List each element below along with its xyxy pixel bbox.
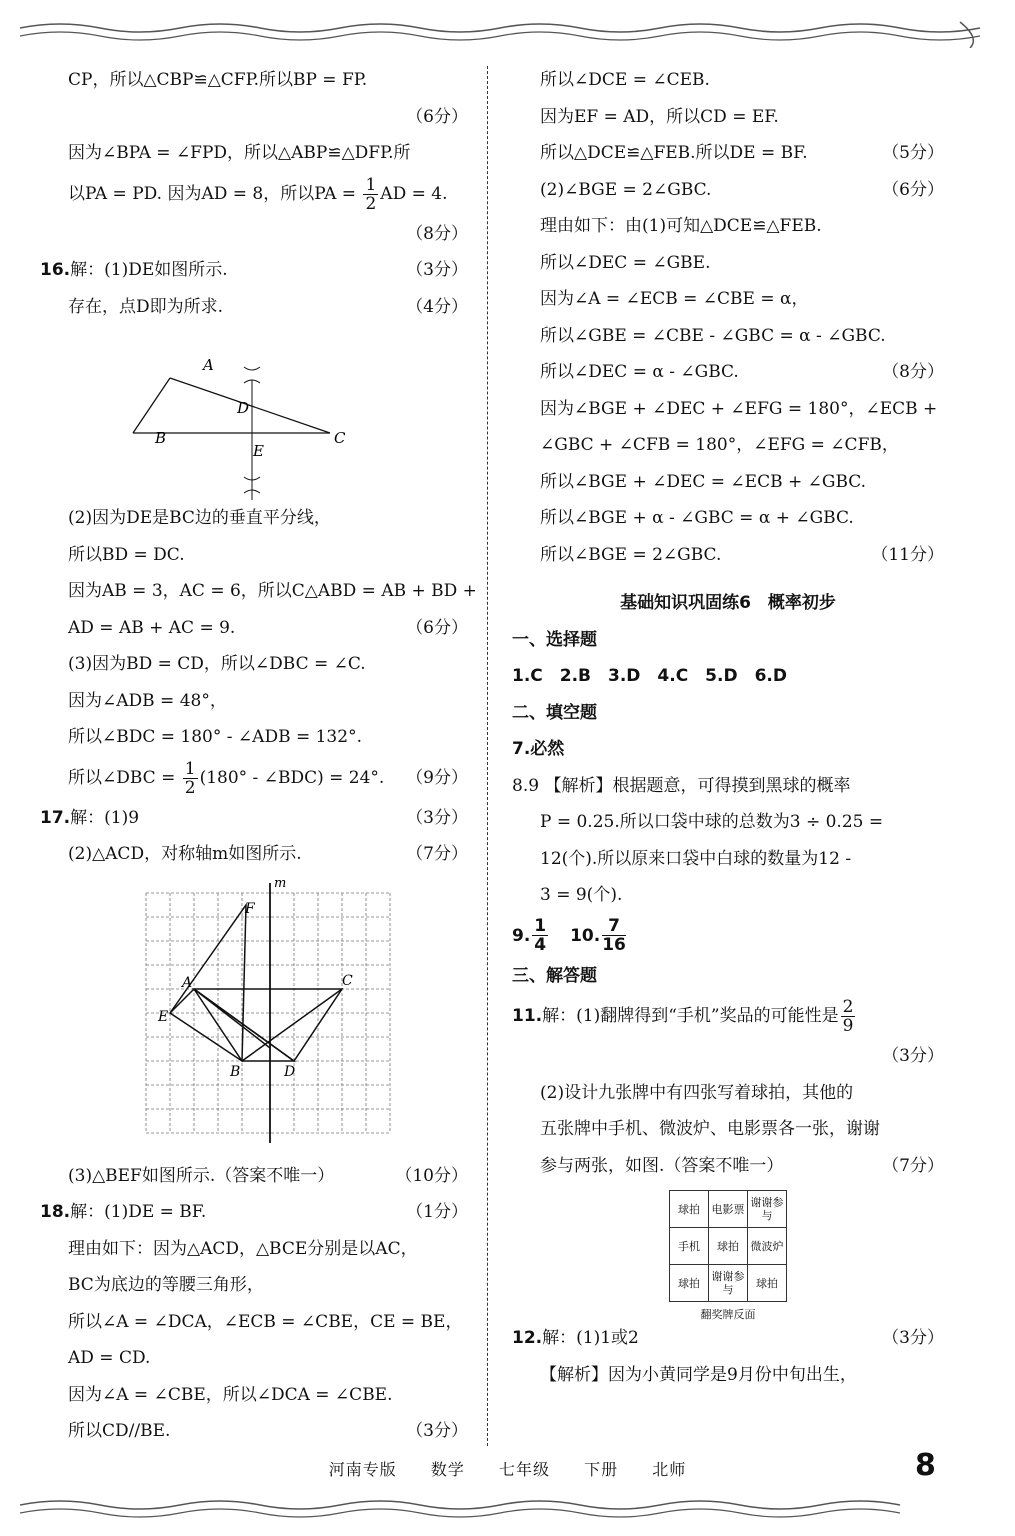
line-text: 解：(1)DE = BF. xyxy=(70,1202,207,1222)
line-text: (2)因为DE是BC边的垂直平分线， xyxy=(68,508,331,528)
triangle-diagram xyxy=(40,325,468,500)
question-number: 17. xyxy=(40,807,71,828)
label-a: A xyxy=(182,974,193,991)
bottom-border-decoration xyxy=(20,1495,995,1525)
score: （10分） xyxy=(395,1165,468,1186)
text-line xyxy=(40,1413,468,1450)
line-text: 存在，点D即为所求. xyxy=(68,296,224,317)
score: （3分） xyxy=(882,1046,944,1066)
footer-term: 下册 xyxy=(584,1460,619,1479)
line-text: 因为∠BPA = ∠FPD，所以△ABP≌△DFP.所 xyxy=(68,143,411,163)
line-text: 因为∠ADB = 48°， xyxy=(68,690,227,711)
line-text: AD = 4. xyxy=(380,183,448,204)
text-line xyxy=(512,172,944,209)
multiple-choice-answers: 1.C 2.B 3.D 4.C 5.D 6.D xyxy=(512,666,787,686)
line-text: BC为底边的等腰三角形， xyxy=(68,1275,264,1295)
score: （8分） xyxy=(882,362,944,382)
question-number: 10. xyxy=(570,925,601,946)
text-line xyxy=(512,354,944,391)
card: 球拍 xyxy=(748,1265,787,1302)
text-line xyxy=(512,1038,944,1075)
card: 微波炉 xyxy=(748,1228,787,1265)
text-line xyxy=(40,610,468,647)
text-line xyxy=(512,208,944,245)
score: （3分） xyxy=(406,807,468,828)
line-text: (180° - ∠BDC) = 24°. xyxy=(199,767,385,788)
triangles xyxy=(170,905,342,1061)
score: （6分） xyxy=(406,617,468,638)
section-heading: 二、填空题 xyxy=(512,702,597,723)
line-text: (2)设计九张牌中有四张写着球拍，其他的 xyxy=(540,1082,854,1103)
label-m: m xyxy=(274,875,287,891)
line-text: 所以∠DBC = xyxy=(68,767,181,788)
score: （4分） xyxy=(406,296,468,317)
footer-grade: 七年级 xyxy=(498,1460,550,1479)
text-line xyxy=(512,1320,944,1357)
answer-7: 7.必然 xyxy=(512,739,565,759)
label-d: D xyxy=(237,399,250,417)
text-line xyxy=(40,1231,468,1268)
line-text: ∠GBC + ∠CFB = 180°，∠EFG = ∠CFB， xyxy=(540,435,899,455)
fraction xyxy=(183,760,198,797)
line-text: 3 = 9(个). xyxy=(540,885,623,905)
line-text: AD = CD. xyxy=(68,1348,151,1368)
line-text: 所以∠BGE + α - ∠GBC = α + ∠GBC. xyxy=(540,508,854,528)
section-heading: 一、选择题 xyxy=(512,629,597,650)
line-text: 解：(1)9 xyxy=(70,807,140,828)
text-line xyxy=(40,1304,468,1341)
score: （9分） xyxy=(406,767,468,788)
text-line xyxy=(512,500,944,537)
label-a: A xyxy=(203,356,214,374)
text-line xyxy=(40,172,468,216)
line-text: AD = AB + AC = 9. xyxy=(68,617,236,638)
line-text: 因为EF = AD，所以CD = EF. xyxy=(540,106,779,127)
line-text: 所以∠DEC = ∠GBE. xyxy=(540,252,711,273)
text-line xyxy=(40,800,468,837)
text-line xyxy=(512,427,944,464)
text-line xyxy=(512,877,944,914)
card: 谢谢参与 xyxy=(709,1265,748,1302)
label-e: E xyxy=(253,442,264,460)
footer-edition: 河南专版 xyxy=(328,1460,397,1479)
fraction xyxy=(532,917,548,954)
grid-diagram xyxy=(40,873,468,1158)
line-text: 所以∠DEC = α - ∠GBC. xyxy=(540,362,739,382)
text-line xyxy=(512,537,944,574)
segment-ab xyxy=(133,378,170,433)
score: （11分） xyxy=(871,544,944,565)
score: （7分） xyxy=(882,1155,944,1176)
question-number: 9. xyxy=(512,925,531,946)
score: （3分） xyxy=(406,1421,468,1441)
fraction-numerator: 1 xyxy=(184,758,196,779)
line-text: 所以∠DCE = ∠CEB. xyxy=(540,70,710,90)
fraction-denominator: 2 xyxy=(184,777,196,798)
line-text: P = 0.25.所以口袋中球的总数为3 ÷ 0.25 = xyxy=(540,812,884,832)
text-line xyxy=(512,464,944,501)
score: （5分） xyxy=(882,143,944,163)
score: （7分） xyxy=(406,844,468,864)
question-number: 18. xyxy=(40,1202,71,1222)
text-line xyxy=(40,646,468,683)
footer-publisher: 北师 xyxy=(652,1460,687,1479)
text-line xyxy=(512,99,944,136)
line-text: 所以∠BGE = 2∠GBC. xyxy=(540,544,722,565)
text-line xyxy=(40,683,468,720)
card: 球拍 xyxy=(670,1265,709,1302)
fraction-denominator: 2 xyxy=(365,193,377,214)
line-text: 所以CD//BE. xyxy=(68,1421,171,1441)
score: （6分） xyxy=(882,179,944,200)
text-line xyxy=(512,768,944,805)
text-line xyxy=(512,62,944,99)
score: （3分） xyxy=(406,260,468,280)
text-line xyxy=(512,391,944,428)
question-number: 12. xyxy=(512,1328,543,1348)
text-line xyxy=(40,135,468,172)
column-divider xyxy=(487,66,488,1446)
text-line xyxy=(40,1267,468,1304)
text-line xyxy=(40,99,468,136)
text-line xyxy=(512,1111,944,1148)
line-text: 因为∠A = ∠ECB = ∠CBE = α， xyxy=(540,289,809,309)
line-text: (3)△BEF如图所示.（答案不唯一） xyxy=(68,1165,335,1186)
line-text: CP，所以△CBP≌△CFP.所以BP = FP. xyxy=(68,70,368,90)
card-caption: 翻奖牌反面 xyxy=(700,1308,756,1321)
text-line xyxy=(40,1194,468,1231)
line-text: 所以∠BGE + ∠DEC = ∠ECB + ∠GBC. xyxy=(540,471,867,492)
line-text: 理由如下：由(1)可知△DCE≌△FEB. xyxy=(540,216,822,236)
text-line xyxy=(40,216,468,253)
text-line xyxy=(512,804,944,841)
line-text: 五张牌中手机、微波炉、电影票各一张，谢谢 xyxy=(540,1119,880,1139)
fraction xyxy=(841,998,856,1035)
line-text: 参与两张，如图.（答案不唯一） xyxy=(540,1155,784,1176)
fraction-numerator: 1 xyxy=(534,916,547,936)
label-b: B xyxy=(230,1063,241,1080)
line-text: (2)△ACD，对称轴m如图所示. xyxy=(68,844,302,864)
footer-subject: 数学 xyxy=(430,1460,465,1479)
left-column xyxy=(40,62,477,1450)
line-text: 以PA = PD. 因为AD = 8，所以PA = xyxy=(68,183,362,204)
line-text: 所以∠BDC = 180° - ∠ADB = 132°. xyxy=(68,727,362,747)
text-line xyxy=(512,841,944,878)
text-line xyxy=(512,994,944,1038)
line-text: 因为AB = 3，AC = 6，所以C△ABD = AB + BD + xyxy=(68,581,477,601)
text-line xyxy=(40,1377,468,1414)
text-line xyxy=(512,245,944,282)
figure-17 xyxy=(40,873,468,1158)
page-number: 8 xyxy=(915,1448,936,1483)
fraction-denominator: 9 xyxy=(842,1016,854,1036)
text-line xyxy=(40,537,468,574)
text-line xyxy=(512,281,944,318)
line-text: (2)∠BGE = 2∠GBC. xyxy=(540,179,712,200)
label-c: C xyxy=(342,972,353,989)
line-text: 因为∠A = ∠CBE，所以∠DCA = ∠CBE. xyxy=(68,1384,393,1405)
fraction-numerator: 1 xyxy=(365,174,377,195)
label-e: E xyxy=(158,1008,169,1025)
section-heading: 三、解答题 xyxy=(512,965,597,986)
score: （6分） xyxy=(406,106,468,127)
line-text: 12(个).所以原来口袋中白球的数量为12 - xyxy=(540,848,852,869)
section-title: 基础知识巩固练6 概率初步 xyxy=(620,593,836,613)
line-text: (3)因为BD = CD，所以∠DBC = ∠C. xyxy=(68,654,366,674)
text-line xyxy=(40,1158,468,1195)
text-line xyxy=(40,289,468,326)
text-line xyxy=(512,1148,944,1185)
card: 球拍 xyxy=(670,1191,709,1228)
label-b: B xyxy=(155,429,167,447)
card: 球拍 xyxy=(709,1228,748,1265)
text-line xyxy=(512,1075,944,1112)
card-grid xyxy=(669,1190,787,1302)
label-c: C xyxy=(334,429,346,447)
card-figure xyxy=(512,1184,944,1320)
card: 电影票 xyxy=(709,1191,748,1228)
line-text: 解：(1)翻牌得到“手机”奖品的可能性是 xyxy=(542,1006,839,1026)
answers-9-10 xyxy=(512,914,944,958)
text-line xyxy=(40,1340,468,1377)
label-f: F xyxy=(245,900,255,917)
label-d: D xyxy=(284,1063,296,1080)
fraction-numerator: 7 xyxy=(602,917,626,936)
grid xyxy=(146,893,390,1133)
score: （8分） xyxy=(406,223,468,244)
line-text: 理由如下：因为△ACD，△BCE分别是以AC， xyxy=(68,1238,418,1259)
question-number: 11. xyxy=(512,1006,543,1026)
fraction xyxy=(363,176,378,213)
score: （1分） xyxy=(406,1202,468,1222)
text-line xyxy=(40,252,468,289)
segment-ac xyxy=(170,378,330,433)
score: （3分） xyxy=(882,1328,944,1348)
page-footer xyxy=(0,1457,1015,1480)
line-text: 所以BD = DC. xyxy=(68,544,185,565)
text-line xyxy=(40,500,468,537)
line-text: 8.9 【解析】根据题意，可得摸到黑球的概率 xyxy=(512,775,851,796)
card: 手机 xyxy=(670,1228,709,1265)
figure-16 xyxy=(40,325,468,500)
line-text: 解：(1)1或2 xyxy=(542,1328,639,1348)
fraction-denominator: 4 xyxy=(534,935,547,955)
text-line xyxy=(40,719,468,756)
text-line xyxy=(40,573,477,610)
text-line xyxy=(512,1357,944,1394)
line-text: 所以△DCE≌△FEB.所以DE = BF. xyxy=(540,143,808,163)
fraction-numerator: 2 xyxy=(842,997,854,1017)
fraction-denominator: 16 xyxy=(602,935,626,955)
text-line xyxy=(40,836,468,873)
line-text: 所以∠A = ∠DCA，∠ECB = ∠CBE，CE = BE， xyxy=(68,1311,463,1332)
line-text: 解：(1)DE如图所示. xyxy=(70,260,228,280)
right-column xyxy=(512,62,944,1393)
text-line xyxy=(512,135,944,172)
text-line xyxy=(40,756,468,800)
line-text: 因为∠BGE + ∠DEC + ∠EFG = 180°，∠ECB + xyxy=(540,398,938,419)
top-border-decoration xyxy=(20,18,995,48)
line-text: 【解析】因为小黄同学是9月份中旬出生， xyxy=(540,1364,857,1385)
question-number: 16. xyxy=(40,260,71,280)
line-text: 所以∠GBE = ∠CBE - ∠GBC = α - ∠GBC. xyxy=(540,325,886,346)
text-line xyxy=(512,318,944,355)
fraction xyxy=(602,917,626,954)
card: 谢谢参与 xyxy=(748,1191,787,1228)
text-line xyxy=(40,62,468,99)
